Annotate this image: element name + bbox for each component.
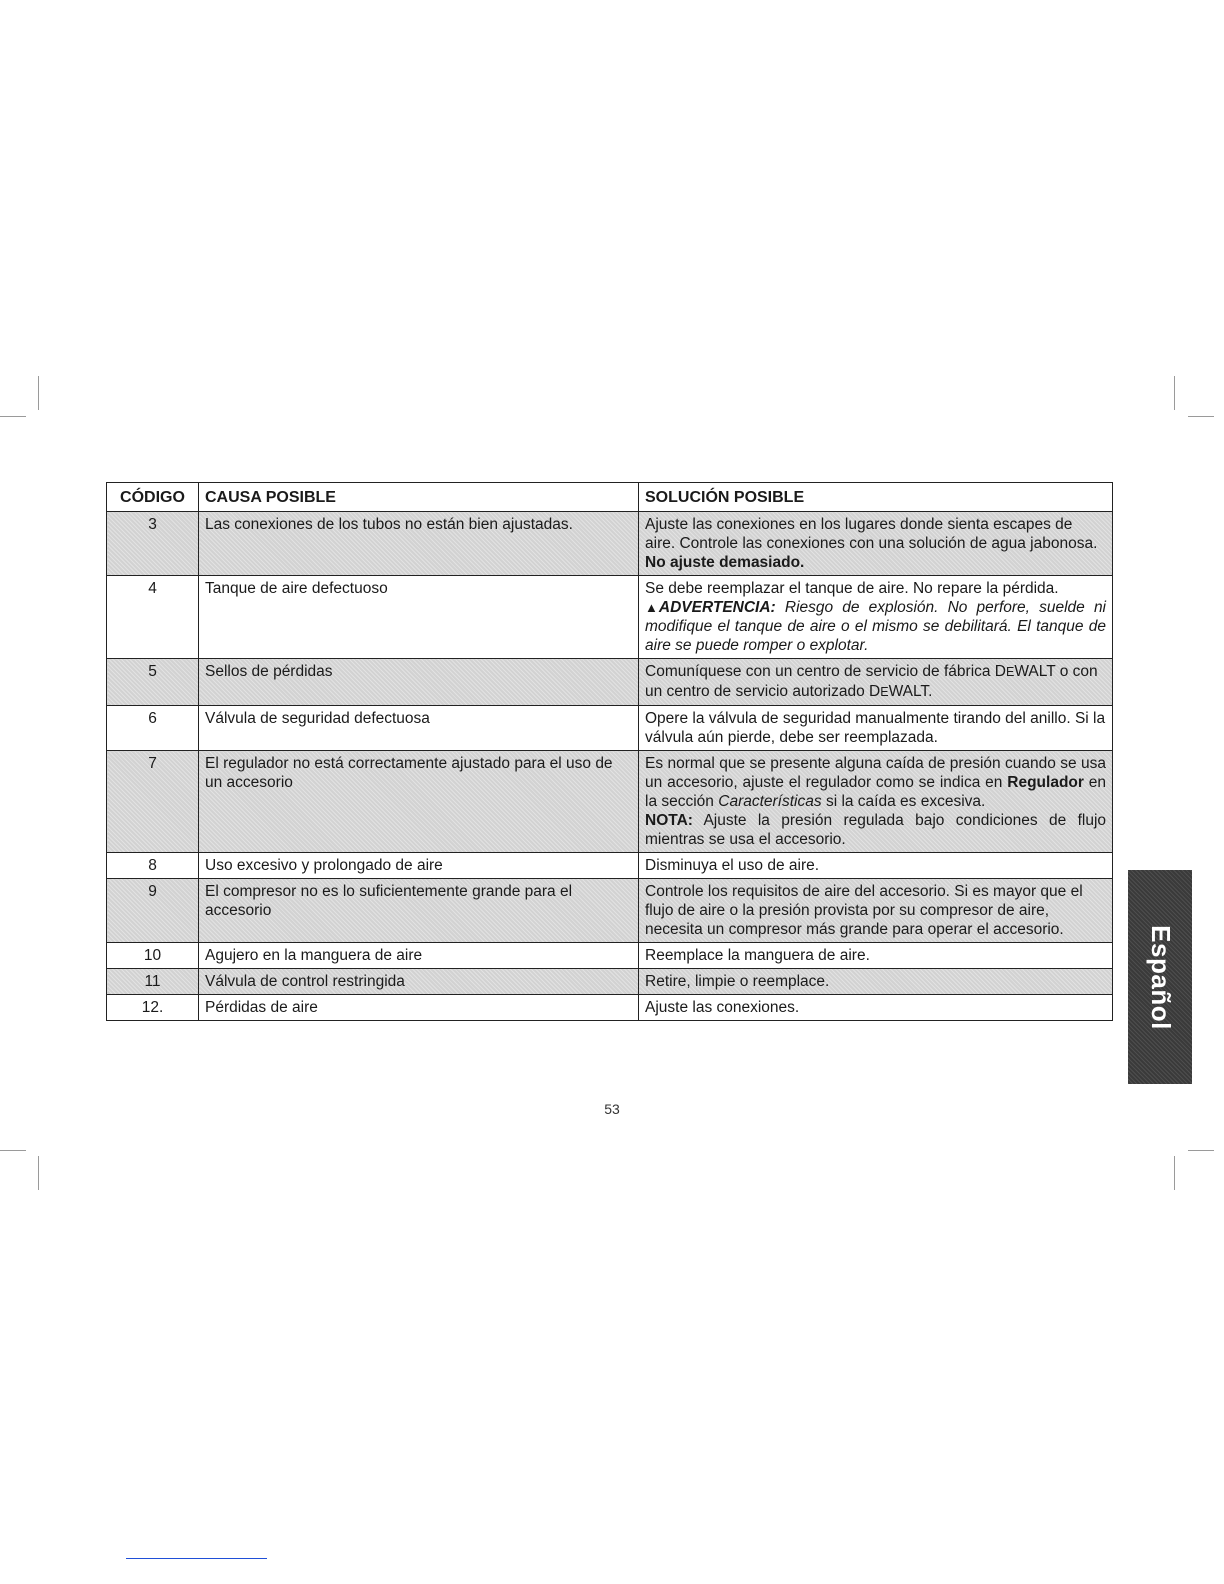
solution-text: WALT. bbox=[888, 683, 933, 700]
cause-cell: El regulador no está correctamente ajustado para el uso de un accesorio bbox=[199, 751, 639, 853]
page-number: 53 bbox=[604, 1101, 620, 1117]
cause-cell: Válvula de seguridad defectuosa bbox=[199, 706, 639, 751]
cause-cell: Tanque de aire defectuoso bbox=[199, 576, 639, 659]
solution-cell bbox=[639, 512, 1113, 576]
table-row bbox=[107, 853, 1113, 879]
warning-icon: ▲ bbox=[645, 600, 658, 615]
solution-cell: Ajuste las conexiones. bbox=[639, 995, 1113, 1021]
crop-mark bbox=[38, 376, 39, 410]
table-row bbox=[107, 512, 1113, 576]
solution-cell bbox=[639, 751, 1113, 853]
code-cell: 12. bbox=[107, 995, 199, 1021]
crop-mark bbox=[1174, 376, 1175, 410]
solution-cell: Opere la válvula de seguridad manualmente tirando del anillo. Si la válvula aún pierde, debe ser reemplazada. bbox=[639, 706, 1113, 751]
cause-cell: Sellos de pérdidas bbox=[199, 659, 639, 706]
language-tab-label: Español bbox=[1145, 924, 1176, 1030]
table-row bbox=[107, 576, 1113, 659]
cause-cell: Agujero en la manguera de aire bbox=[199, 943, 639, 969]
brand-small-cap: E bbox=[880, 685, 889, 699]
note-label: NOTA: bbox=[645, 812, 693, 829]
table-row bbox=[107, 995, 1113, 1021]
crop-mark bbox=[1188, 416, 1214, 417]
solution-text: si la caída es excesiva. bbox=[825, 793, 986, 810]
solution-bold-text: Regulador bbox=[1007, 774, 1084, 791]
solution-text: WALT o con un centro de servicio autorizado D bbox=[645, 663, 1098, 700]
cause-cell: Pérdidas de aire bbox=[199, 995, 639, 1021]
solution-bold-text: No ajuste demasiado. bbox=[645, 554, 805, 571]
warning-text: Riesgo de explosión. No perfore, suelde ni modifique el tanque de aire o el mismo se debilitará. El tanque de aire se puede romper o explotar. bbox=[645, 599, 1107, 654]
code-cell: 5 bbox=[107, 659, 199, 706]
solution-cell bbox=[639, 576, 1113, 659]
code-cell: 7 bbox=[107, 751, 199, 853]
solution-cell: Controle los requisitos de aire del accesorio. Si es mayor que el flujo de aire o la presión provista por su compresor de aire, necesita un compresor más grande para operar el accesorio. bbox=[639, 879, 1113, 943]
code-cell: 11 bbox=[107, 969, 199, 995]
troubleshooting-table bbox=[106, 482, 1113, 1021]
language-side-tab bbox=[1128, 870, 1192, 1084]
table-row bbox=[107, 969, 1113, 995]
cause-cell: Las conexiones de los tubos no están bien ajustadas. bbox=[199, 512, 639, 576]
solution-cell: Retire, limpie o reemplace. bbox=[639, 969, 1113, 995]
code-cell: 8 bbox=[107, 853, 199, 879]
table-header-row bbox=[107, 483, 1113, 512]
solution-text: en la sección bbox=[645, 774, 1106, 810]
warning-note bbox=[645, 598, 1106, 655]
crop-mark bbox=[1174, 1156, 1175, 1190]
brand-small-cap: E bbox=[1006, 665, 1015, 679]
code-cell: 4 bbox=[107, 576, 199, 659]
code-cell: 10 bbox=[107, 943, 199, 969]
warning-label: ADVERTENCIA: bbox=[658, 599, 776, 616]
solution-cell bbox=[639, 659, 1113, 706]
header-code: CÓDIGO bbox=[107, 483, 199, 512]
code-cell: 6 bbox=[107, 706, 199, 751]
solution-text: Ajuste las conexiones en los lugares donde sienta escapes de aire. Controle las conexiones con una solución de agua jabonosa. bbox=[645, 516, 1098, 552]
solution-text: Se debe reemplazar el tanque de aire. No repare la pérdida. bbox=[645, 580, 1059, 597]
cause-cell: Válvula de control restringida bbox=[199, 969, 639, 995]
solution-cell: Reemplace la manguera de aire. bbox=[639, 943, 1113, 969]
solution-cell: Disminuya el uso de aire. bbox=[639, 853, 1113, 879]
footer-rule bbox=[126, 1558, 267, 1559]
crop-mark bbox=[38, 1156, 39, 1190]
table-row bbox=[107, 879, 1113, 943]
solution-text: Comuníquese con un centro de servicio de fábrica D bbox=[645, 663, 1007, 680]
solution-italic-text: Características bbox=[718, 793, 822, 810]
solution-text-block bbox=[645, 754, 1106, 811]
table-row bbox=[107, 943, 1113, 969]
code-cell: 3 bbox=[107, 512, 199, 576]
crop-mark bbox=[0, 416, 26, 417]
solution-text: Es normal que se presente alguna caída de presión cuando se usa un accesorio, ajuste el regulador como se indica en bbox=[645, 755, 1106, 791]
note-block bbox=[645, 811, 1106, 849]
cause-cell: Uso excesivo y prolongado de aire bbox=[199, 853, 639, 879]
crop-mark bbox=[0, 1150, 26, 1151]
table-row bbox=[107, 706, 1113, 751]
crop-mark bbox=[1188, 1150, 1214, 1151]
header-cause: CAUSA POSIBLE bbox=[199, 483, 639, 512]
table-row bbox=[107, 659, 1113, 706]
code-cell: 9 bbox=[107, 879, 199, 943]
header-solution: SOLUCIÓN POSIBLE bbox=[639, 483, 1113, 512]
cause-cell: El compresor no es lo suficientemente grande para el accesorio bbox=[199, 879, 639, 943]
note-text: Ajuste la presión regulada bajo condiciones de flujo mientras se usa el accesorio. bbox=[645, 812, 1107, 848]
table-row bbox=[107, 751, 1113, 853]
